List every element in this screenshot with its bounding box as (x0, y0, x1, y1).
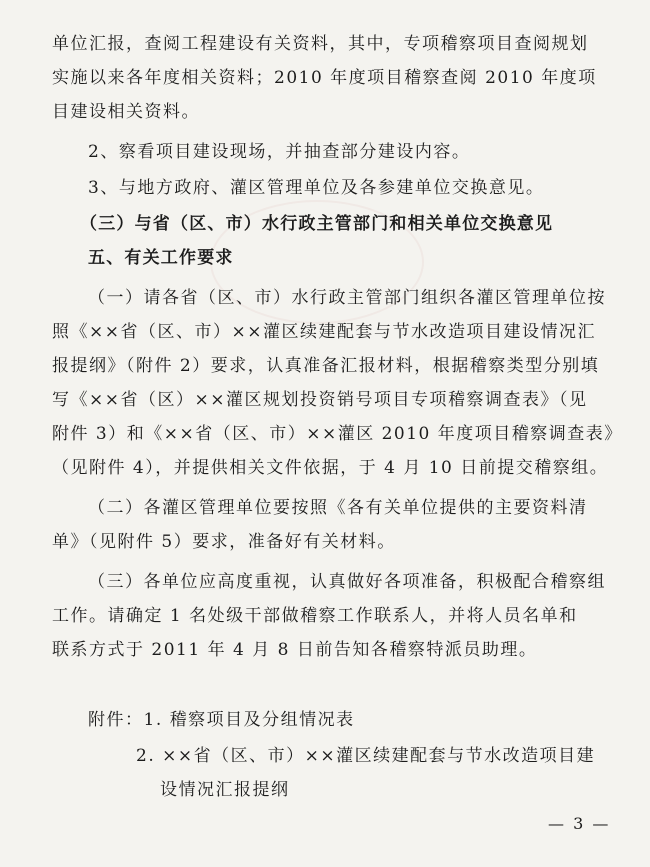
body-text-line: 实施以来各年度相关资料；2010 年度项目稽察查阅 2010 年度项 (52, 68, 597, 88)
body-text-line: 写《××省（区）××灌区规划投资销号项目专项稽察调查表》（见 (52, 390, 588, 410)
body-text-line: （一）请各省（区、市）水行政主管部门组织各灌区管理单位按 (88, 288, 606, 308)
body-text-line: 工作。请确定 1 名处级干部做稽察工作联系人，并将人员名单和 (52, 606, 578, 626)
body-text-line: 目建设相关资料。 (52, 102, 200, 122)
section-heading: 五、有关工作要求 (88, 248, 234, 268)
body-text-line: 3、与地方政府、灌区管理单位及各参建单位交换意见。 (88, 178, 545, 198)
body-text-line: （三）各单位应高度重视，认真做好各项准备，积极配合稽察组 (88, 572, 606, 592)
body-text-line: 2、察看项目建设现场，并抽查部分建设内容。 (88, 142, 471, 162)
attachment-line: 2. ××省（区、市）××灌区续建配套与节水改造项目建 (136, 746, 596, 766)
body-text-line: 照《××省（区、市）××灌区续建配套与节水改造项目建设情况汇 (52, 322, 596, 342)
body-text-line: 单》（见附件 5）要求，准备好有关材料。 (52, 532, 396, 552)
subsection-heading: （三）与省（区、市）水行政主管部门和相关单位交换意见 (80, 214, 554, 234)
body-text-line: 报提纲》（附件 2）要求，认真准备汇报材料，根据稽察类型分别填 (52, 356, 600, 376)
body-text-line: （见附件 4），并提供相关文件依据，于 4 月 10 日前提交稽察组。 (52, 458, 609, 478)
attachment-line: 附件：1. 稽察项目及分组情况表 (88, 710, 355, 730)
page-number: — 3 — (548, 814, 611, 833)
body-text-line: 附件 3）和《××省（区、市）××灌区 2010 年度项目稽察调查表》 (52, 424, 623, 444)
body-text-line: （二）各灌区管理单位要按照《各有关单位提供的主要资料清 (88, 498, 588, 518)
body-text-line: 联系方式于 2011 年 4 月 8 日前告知各稽察特派员助理。 (52, 640, 538, 660)
body-text-line: 单位汇报，查阅工程建设有关资料，其中，专项稽察项目查阅规划 (52, 34, 589, 54)
attachment-line: 设情况汇报提纲 (160, 780, 290, 800)
